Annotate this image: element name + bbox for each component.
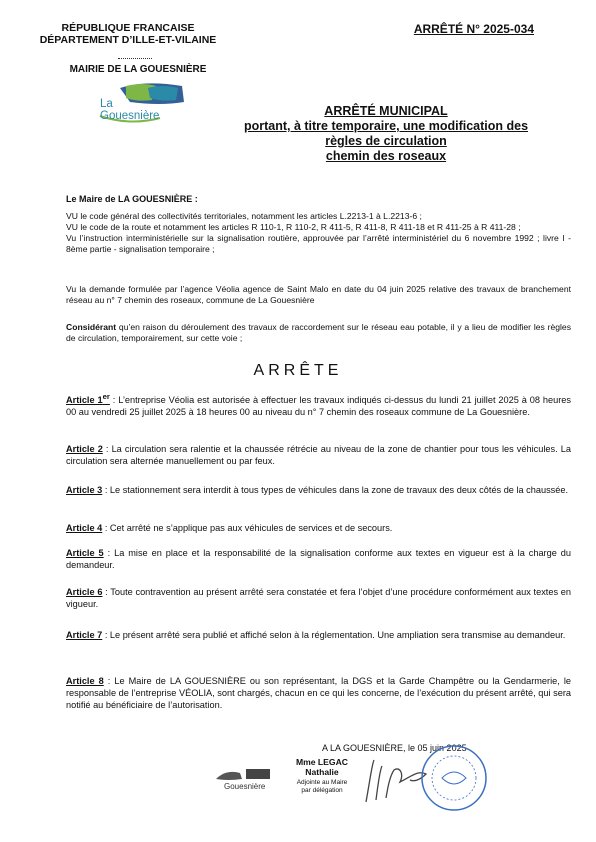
- header-line-republique: RÉPUBLIQUE FRANCAISE: [61, 22, 195, 34]
- header-divider: [118, 58, 152, 59]
- vu-block: [66, 211, 571, 255]
- signer-name: Mme LEGAC: [295, 757, 349, 767]
- vu-text: l’instruction interministérielle sur la signalisation routière, approuvée par l’arrêté interministériel du 6 novembre 1992 ; livre I - 8ème partie - signalisation temporaire ;: [66, 233, 571, 254]
- signer-role-line2: par délégation: [301, 787, 343, 794]
- article-label: Article 8: [66, 676, 104, 686]
- article-4: [66, 522, 571, 534]
- article-label: Article 7: [66, 630, 103, 640]
- intro-mayor: Le Maire de LA GOUESNIÈRE :: [66, 194, 198, 204]
- vu-item: [66, 211, 571, 222]
- commune-logo-text: [100, 98, 159, 122]
- signer-block: [272, 757, 372, 777]
- logo-line-la: La: [100, 98, 113, 110]
- vu-key: Vu: [66, 233, 77, 243]
- article-text: : Le présent arrêté sera publié et affiché selon à la réglementation. Une ampliation sera transmise au demandeur.: [102, 630, 566, 640]
- article-label: Article 4: [66, 523, 103, 533]
- article-text: : La circulation sera ralentie et la chaussée rétrécie au niveau de la zone de chantier pour tous les véhicules. La circulation sera alternée manuellement ou par feux.: [66, 444, 571, 466]
- vu-demande-text: la demande formulée par l’agence Véolia agence de Saint Malo en date du 04 juin 2025 relative des travaux de branchement réseau au n° 7 chemin des roseaux, commune de La Gouesnière: [66, 284, 571, 305]
- article-3: [66, 484, 571, 496]
- vu-key: VU: [66, 222, 78, 232]
- title-line-4: chemin des roseaux: [325, 149, 447, 163]
- considerant-text: qu’en raison du déroulement des travaux de raccordement sur le réseau eau potable, il y a lieu de modifier les règles de circulation, temporairement, sur cette voie ;: [66, 322, 571, 343]
- mairie-stamp: [414, 742, 494, 814]
- vu-item: [66, 222, 571, 233]
- arrete-reference: ARRÊTÉ N° 2025-034: [413, 22, 534, 36]
- arrete-heading: ARRÊTE: [253, 362, 343, 379]
- article-label-text: Article 1: [66, 395, 103, 406]
- vu-demande-key: Vu: [66, 284, 77, 294]
- small-logo-text: Gouesnière: [224, 782, 266, 791]
- article-text: : Toute contravention au présent arrêté sera constatée et fera l’objet d’une procédure conformément aux textes en vigueur.: [66, 587, 571, 609]
- signer-first-name: Nathalie: [305, 767, 339, 777]
- vu-item: [66, 233, 571, 255]
- signer-role-line1: Adjointe au Maire: [296, 779, 348, 786]
- vu-text: le code de la route et notamment les articles R 110-1, R 110-2, R 411-5, R 411-8, R 411-18 et R 411-25 à R 411-28 ;: [77, 222, 521, 232]
- article-label: Article 2: [66, 444, 103, 454]
- article-1: [66, 391, 571, 418]
- document-title: [200, 104, 572, 164]
- signer-role: [272, 779, 372, 795]
- place-and-date: A LA GOUESNIÈRE, le 05 juin 2025: [322, 743, 467, 753]
- title-line-1: ARRÊTÉ MUNICIPAL: [324, 104, 448, 118]
- article-text: : Le Maire de LA GOUESNIÈRE ou son représentant, la DGS et la Garde Champêtre ou la Gendarmerie, le responsable de l’entreprise VÉOLIA, sont chargés, chacun en ce qui les concerne, de l’exécution du présent arrêté, qui sera notifié au bénéficiaire de l’autorisation.: [66, 676, 571, 710]
- vu-text: le code général des collectivités territoriales, notamment les articles L.2213-1 à L.2213-6 ;: [77, 211, 422, 221]
- article-8: [66, 675, 571, 711]
- considerant: [66, 322, 571, 344]
- header-mairie: MAIRIE DE LA GOUESNIÈRE: [69, 64, 207, 75]
- article-label: Article 3: [66, 485, 103, 495]
- vu-demande: [66, 284, 571, 306]
- article-label-sup: er: [102, 392, 110, 401]
- article-text: : Cet arrêté ne s’applique pas aux véhicules de services et de secours.: [102, 523, 393, 533]
- article-label: Article 6: [66, 587, 103, 597]
- vu-key: VU: [66, 211, 78, 221]
- article-2: [66, 443, 571, 467]
- article-7: [66, 629, 571, 641]
- article-text: : La mise en place et la responsabilité de la signalisation conforme aux textes en vigueur est à la charge du demandeur.: [66, 548, 571, 570]
- article-6: [66, 586, 571, 610]
- article-text: : L’entreprise Véolia est autorisée à effectuer les travaux indiqués ci-dessus du lundi 21 juillet 2025 à 08 heures 00 au vendredi 25 juillet 2025 à 18 heures 00 au niveau du n° 7 chemin des roseaux commune de La Gouesnière.: [66, 395, 571, 418]
- header-line-departement: DÉPARTEMENT D’ILLE-ET-VILAINE: [39, 34, 217, 46]
- logo-line-gouesniere: Gouesnière: [100, 110, 160, 122]
- article-5: [66, 547, 571, 571]
- article-label: [66, 392, 110, 406]
- header-republic: [28, 22, 228, 46]
- title-line-3: règles de circulation: [325, 134, 447, 148]
- article-text: : Le stationnement sera interdit à tous types de véhicules dans la zone de travaux des deux côtés de la chaussée.: [102, 485, 569, 495]
- article-label: Article 5: [66, 548, 104, 558]
- considerant-key: Considérant: [66, 322, 117, 332]
- title-line-2: portant, à titre temporaire, une modification des: [243, 119, 529, 133]
